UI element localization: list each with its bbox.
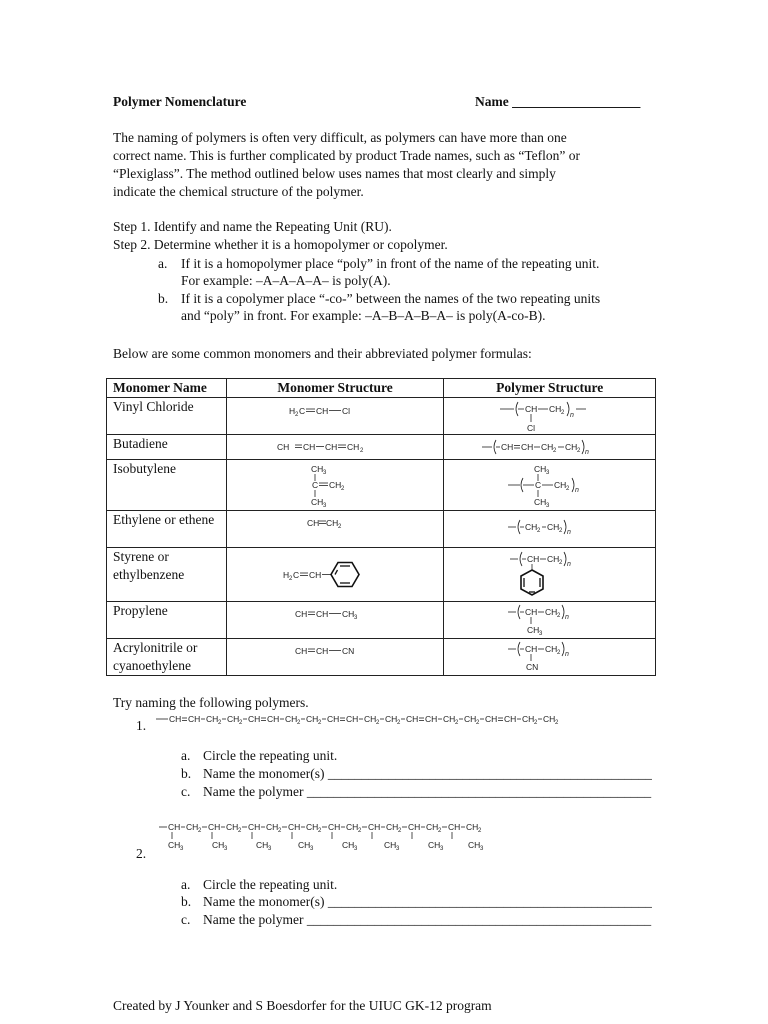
monomer-name: Propylene bbox=[107, 602, 227, 639]
svg-text:CH: CH bbox=[168, 822, 181, 832]
polymer-structure bbox=[444, 639, 656, 676]
svg-text:CH: CH bbox=[325, 442, 338, 452]
svg-text:CH: CH bbox=[267, 714, 280, 724]
svg-text:3: 3 bbox=[545, 503, 550, 509]
svg-text:CH: CH bbox=[543, 714, 556, 724]
svg-text:3: 3 bbox=[180, 846, 184, 852]
svg-text:CH: CH bbox=[295, 609, 308, 619]
exercise-intro: Try naming the following polymers. bbox=[113, 695, 309, 710]
svg-text:2: 2 bbox=[338, 524, 342, 530]
svg-text:n: n bbox=[566, 529, 571, 536]
svg-text:2: 2 bbox=[455, 720, 459, 726]
svg-text:2: 2 bbox=[198, 828, 202, 834]
svg-text:CH: CH bbox=[522, 714, 535, 724]
svg-text:2: 2 bbox=[295, 412, 299, 418]
svg-text:C: C bbox=[534, 480, 541, 490]
svg-text:CH: CH bbox=[466, 822, 479, 832]
svg-text:2: 2 bbox=[576, 448, 581, 454]
svg-text:CH: CH bbox=[347, 442, 360, 452]
svg-text:n: n bbox=[564, 614, 569, 621]
svg-text:CH: CH bbox=[468, 840, 481, 850]
svg-text:n: n bbox=[574, 487, 579, 494]
svg-text:3: 3 bbox=[545, 470, 550, 476]
monomer-name: Styrene or ethylbenzene bbox=[107, 548, 227, 602]
svg-text:CH: CH bbox=[307, 518, 320, 528]
monomer-table bbox=[106, 378, 656, 676]
svg-text:CH: CH bbox=[295, 646, 308, 656]
svg-text:CH: CH bbox=[311, 497, 324, 507]
svg-text:2: 2 bbox=[398, 828, 402, 834]
svg-text:CH: CH bbox=[524, 404, 537, 414]
column-header: Polymer Structure bbox=[444, 379, 656, 398]
polymer-structure bbox=[444, 511, 656, 548]
intro-line: The naming of polymers is often very difficult, as polymers can have more than one bbox=[113, 130, 567, 145]
svg-text:CH: CH bbox=[303, 442, 316, 452]
svg-text:CH: CH bbox=[226, 822, 239, 832]
svg-text:3: 3 bbox=[538, 631, 543, 637]
sub-marker: a. bbox=[181, 748, 191, 763]
svg-text:C: C bbox=[299, 406, 306, 416]
step-2a-example: For example: –A–A–A–A– is poly(A). bbox=[181, 273, 391, 288]
isobutylene-monomer-diagram bbox=[275, 461, 395, 509]
svg-text:3: 3 bbox=[323, 503, 327, 509]
svg-text:CH: CH bbox=[524, 522, 537, 532]
monomer-structure bbox=[226, 548, 444, 602]
step-1: Step 1. Identify and name the Repeating Unit (RU). bbox=[113, 219, 392, 234]
svg-text:3: 3 bbox=[268, 846, 272, 852]
chain-2-units bbox=[159, 822, 484, 852]
page-title: Polymer Nomenclature bbox=[113, 94, 247, 109]
svg-text:CH: CH bbox=[544, 607, 557, 617]
svg-text:2: 2 bbox=[218, 720, 222, 726]
table-row bbox=[107, 639, 656, 676]
svg-text:CH: CH bbox=[248, 714, 261, 724]
svg-text:C: C bbox=[312, 480, 319, 490]
svg-text:n: n bbox=[584, 449, 589, 456]
svg-text:CH: CH bbox=[386, 822, 399, 832]
monomer-structure bbox=[226, 460, 444, 511]
polyethylene-diagram bbox=[490, 514, 610, 544]
table-header-row bbox=[107, 379, 656, 398]
monomer-structure bbox=[226, 639, 444, 676]
svg-text:n: n bbox=[564, 651, 569, 658]
svg-text:3: 3 bbox=[354, 846, 358, 852]
sub-marker: c. bbox=[181, 784, 191, 799]
table-row bbox=[107, 398, 656, 435]
acrylonitrile-monomer-diagram bbox=[275, 642, 395, 672]
monomer-answer-field[interactable]: Name the monomer(s) ________________________________________________ bbox=[203, 894, 652, 909]
svg-text:CH: CH bbox=[186, 822, 199, 832]
problem-number: 1. bbox=[136, 718, 147, 733]
svg-text:CH: CH bbox=[309, 569, 322, 580]
svg-text:CH: CH bbox=[169, 714, 182, 724]
svg-text:CH: CH bbox=[385, 714, 398, 724]
step-2b-line: If it is a copolymer place “-co-” between the names of the two repeating units bbox=[181, 291, 601, 306]
svg-text:CH: CH bbox=[540, 442, 553, 452]
svg-text:CH: CH bbox=[443, 714, 456, 724]
svg-text:CN: CN bbox=[525, 662, 538, 672]
svg-text:2: 2 bbox=[556, 613, 561, 619]
svg-text:CH: CH bbox=[544, 644, 557, 654]
svg-text:CH: CH bbox=[384, 840, 397, 850]
svg-text:CH: CH bbox=[208, 822, 221, 832]
polymer-chain-2-diagram bbox=[155, 818, 525, 858]
svg-text:CH: CH bbox=[298, 840, 311, 850]
svg-text:3: 3 bbox=[480, 846, 484, 852]
svg-text:CH: CH bbox=[316, 406, 329, 416]
svg-text:CH: CH bbox=[526, 553, 539, 564]
svg-text:CH: CH bbox=[342, 840, 355, 850]
svg-text:H: H bbox=[283, 569, 290, 580]
svg-text:2: 2 bbox=[238, 828, 242, 834]
table-row bbox=[107, 511, 656, 548]
svg-text:CH: CH bbox=[546, 553, 559, 564]
monomer-name: Butadiene bbox=[107, 435, 227, 460]
sub-marker: a. bbox=[181, 877, 191, 892]
polymer-structure bbox=[444, 435, 656, 460]
svg-text:CH: CH bbox=[227, 714, 240, 724]
svg-text:CH: CH bbox=[328, 822, 341, 832]
polymer-chain-1-diagram bbox=[150, 710, 570, 730]
svg-text:2: 2 bbox=[318, 720, 322, 726]
svg-text:CH: CH bbox=[533, 464, 546, 474]
polymer-structure bbox=[444, 460, 656, 511]
svg-text:CH: CH bbox=[548, 404, 561, 414]
svg-text:CH: CH bbox=[316, 646, 329, 656]
butadiene-monomer-diagram bbox=[275, 437, 395, 457]
svg-text:3: 3 bbox=[396, 846, 400, 852]
svg-text:CH: CH bbox=[329, 480, 342, 490]
svg-text:CH: CH bbox=[428, 840, 441, 850]
footer-credit: Created by J Younker and S Boesdorfer for the UIUC GK-12 program bbox=[113, 998, 492, 1013]
svg-text:3: 3 bbox=[440, 846, 444, 852]
svg-text:n: n bbox=[566, 560, 571, 568]
svg-text:CH: CH bbox=[520, 442, 533, 452]
svg-text:CH: CH bbox=[425, 714, 438, 724]
monomer-name: Isobutylene bbox=[107, 460, 227, 511]
intro-line: “Plexiglass”. The method outlined below uses names that most clearly and simply bbox=[113, 166, 556, 181]
svg-text:2: 2 bbox=[358, 828, 362, 834]
svg-text:2: 2 bbox=[556, 650, 561, 656]
monomer-name: Acrylonitrile or cyanoethylene bbox=[107, 639, 227, 676]
monomer-answer-field[interactable]: Name the monomer(s) ________________________________________________ bbox=[203, 766, 652, 781]
column-header: Monomer Name bbox=[107, 379, 227, 398]
polymer-answer-field[interactable]: Name the polymer ___________________________________________________ bbox=[203, 912, 652, 927]
svg-text:CH: CH bbox=[346, 714, 359, 724]
svg-text:CH: CH bbox=[504, 714, 517, 724]
polymer-structure bbox=[444, 602, 656, 639]
svg-text:2: 2 bbox=[360, 448, 364, 454]
polyacrylonitrile-diagram bbox=[490, 640, 610, 674]
svg-text:CH: CH bbox=[256, 840, 269, 850]
svg-text:CH: CH bbox=[326, 518, 339, 528]
table-row bbox=[107, 548, 656, 602]
step-2a-line: If it is a homopolymer place “poly” in front of the name of the repeating unit. bbox=[181, 256, 600, 271]
step-marker-b: b. bbox=[158, 291, 169, 306]
svg-text:CH: CH bbox=[285, 714, 298, 724]
sub-marker: c. bbox=[181, 912, 191, 927]
svg-text:CH: CH bbox=[168, 840, 181, 850]
monomer-name: Ethylene or ethene bbox=[107, 511, 227, 548]
svg-text:2: 2 bbox=[536, 528, 541, 534]
polymer-answer-field[interactable]: Name the polymer ___________________________________________________ bbox=[203, 784, 652, 799]
sub-marker: b. bbox=[181, 894, 192, 909]
svg-text:Cl: Cl bbox=[526, 423, 535, 433]
svg-text:CH: CH bbox=[206, 714, 219, 724]
polymer-structure bbox=[444, 548, 656, 602]
svg-text:CH: CH bbox=[342, 609, 355, 619]
svg-text:2: 2 bbox=[297, 720, 301, 726]
svg-text:2: 2 bbox=[397, 720, 401, 726]
monomer-structure bbox=[226, 602, 444, 639]
column-header: Monomer Structure bbox=[226, 379, 444, 398]
svg-text:CH: CH bbox=[533, 497, 546, 507]
svg-text:CH: CH bbox=[188, 714, 201, 724]
intro-line: indicate the chemical structure of the polymer. bbox=[113, 184, 364, 199]
svg-text:CH: CH bbox=[553, 480, 566, 490]
svg-text:CH: CH bbox=[546, 522, 559, 532]
monomer-structure bbox=[226, 511, 444, 548]
svg-text:CH: CH bbox=[426, 822, 439, 832]
svg-text:2: 2 bbox=[565, 486, 570, 492]
svg-text:CH: CH bbox=[526, 625, 539, 635]
svg-text:CH: CH bbox=[248, 822, 261, 832]
svg-text:3: 3 bbox=[354, 615, 358, 621]
svg-text:Cl: Cl bbox=[342, 406, 351, 416]
svg-text:2: 2 bbox=[239, 720, 243, 726]
polyisobutylene-diagram bbox=[490, 461, 610, 509]
svg-text:3: 3 bbox=[323, 470, 327, 476]
table-intro: Below are some common monomers and their abbreviated polymer formulas: bbox=[113, 346, 532, 361]
svg-text:CN: CN bbox=[342, 646, 355, 656]
svg-text:CH: CH bbox=[288, 822, 301, 832]
svg-text:CH: CH bbox=[406, 714, 419, 724]
ethylene-monomer-diagram bbox=[275, 514, 395, 544]
svg-text:2: 2 bbox=[478, 828, 482, 834]
svg-text:CH: CH bbox=[212, 840, 225, 850]
table-row bbox=[107, 435, 656, 460]
svg-text:CH: CH bbox=[311, 464, 324, 474]
monomer-name: Vinyl Chloride bbox=[107, 398, 227, 435]
svg-text:CH: CH bbox=[564, 442, 577, 452]
svg-text:CH: CH bbox=[327, 714, 340, 724]
svg-text:2: 2 bbox=[558, 528, 563, 534]
svg-text:CH: CH bbox=[346, 822, 359, 832]
svg-text:CH: CH bbox=[316, 609, 329, 619]
problem-number: 2. bbox=[136, 846, 147, 861]
circle-instruction: Circle the repeating unit. bbox=[203, 748, 338, 763]
svg-text:CH: CH bbox=[408, 822, 421, 832]
step-2b-example: and “poly” in front. For example: –A–B–A–B–A– is poly(A-co-B). bbox=[181, 308, 546, 323]
intro-line: correct name. This is further complicated by product Trade names, such as “Teflon” or bbox=[113, 148, 581, 163]
svg-text:2: 2 bbox=[278, 828, 282, 834]
svg-text:n: n bbox=[569, 412, 574, 419]
sub-marker: b. bbox=[181, 766, 192, 781]
circle-instruction: Circle the repeating unit. bbox=[203, 877, 338, 892]
vinyl-chloride-monomer-diagram bbox=[275, 401, 395, 431]
polypropylene-diagram bbox=[490, 603, 610, 637]
svg-text:2: 2 bbox=[552, 448, 557, 454]
svg-text:CH: CH bbox=[368, 822, 381, 832]
name-field-label: Name ___________________ bbox=[475, 94, 641, 109]
styrene-monomer-diagram bbox=[275, 551, 395, 599]
propylene-monomer-diagram bbox=[275, 605, 395, 635]
svg-text:CH: CH bbox=[524, 607, 537, 617]
monomer-structure bbox=[226, 435, 444, 460]
svg-text:2: 2 bbox=[341, 486, 345, 492]
table-row bbox=[107, 460, 656, 511]
svg-text:3: 3 bbox=[310, 846, 314, 852]
step-2: Step 2. Determine whether it is a homopolymer or copolymer. bbox=[113, 237, 448, 252]
svg-text:CH: CH bbox=[448, 822, 461, 832]
svg-text:2: 2 bbox=[318, 828, 322, 834]
polystyrene-diagram bbox=[490, 550, 610, 600]
table-row bbox=[107, 602, 656, 639]
svg-text:CH: CH bbox=[306, 822, 319, 832]
svg-text:2: 2 bbox=[534, 720, 538, 726]
poly-vinyl-chloride-diagram bbox=[490, 399, 610, 433]
svg-text:H: H bbox=[289, 406, 296, 416]
svg-text:2: 2 bbox=[560, 410, 565, 416]
svg-text:2: 2 bbox=[438, 828, 442, 834]
svg-text:2: 2 bbox=[555, 720, 559, 726]
svg-text:CH: CH bbox=[464, 714, 477, 724]
svg-text:3: 3 bbox=[224, 846, 228, 852]
svg-text:C: C bbox=[293, 569, 300, 580]
polymer-structure bbox=[444, 398, 656, 435]
svg-text:CH: CH bbox=[277, 442, 290, 452]
svg-text:2: 2 bbox=[476, 720, 480, 726]
svg-text:2: 2 bbox=[289, 575, 293, 582]
polybutadiene-diagram bbox=[480, 437, 620, 457]
svg-text:CH: CH bbox=[364, 714, 377, 724]
monomer-structure bbox=[226, 398, 444, 435]
svg-text:2: 2 bbox=[558, 559, 563, 566]
svg-text:CH: CH bbox=[306, 714, 319, 724]
svg-text:CH: CH bbox=[524, 644, 537, 654]
svg-text:CH: CH bbox=[266, 822, 279, 832]
svg-text:CH: CH bbox=[500, 442, 513, 452]
svg-text:CH: CH bbox=[485, 714, 498, 724]
svg-text:2: 2 bbox=[376, 720, 380, 726]
step-marker-a: a. bbox=[158, 256, 168, 271]
